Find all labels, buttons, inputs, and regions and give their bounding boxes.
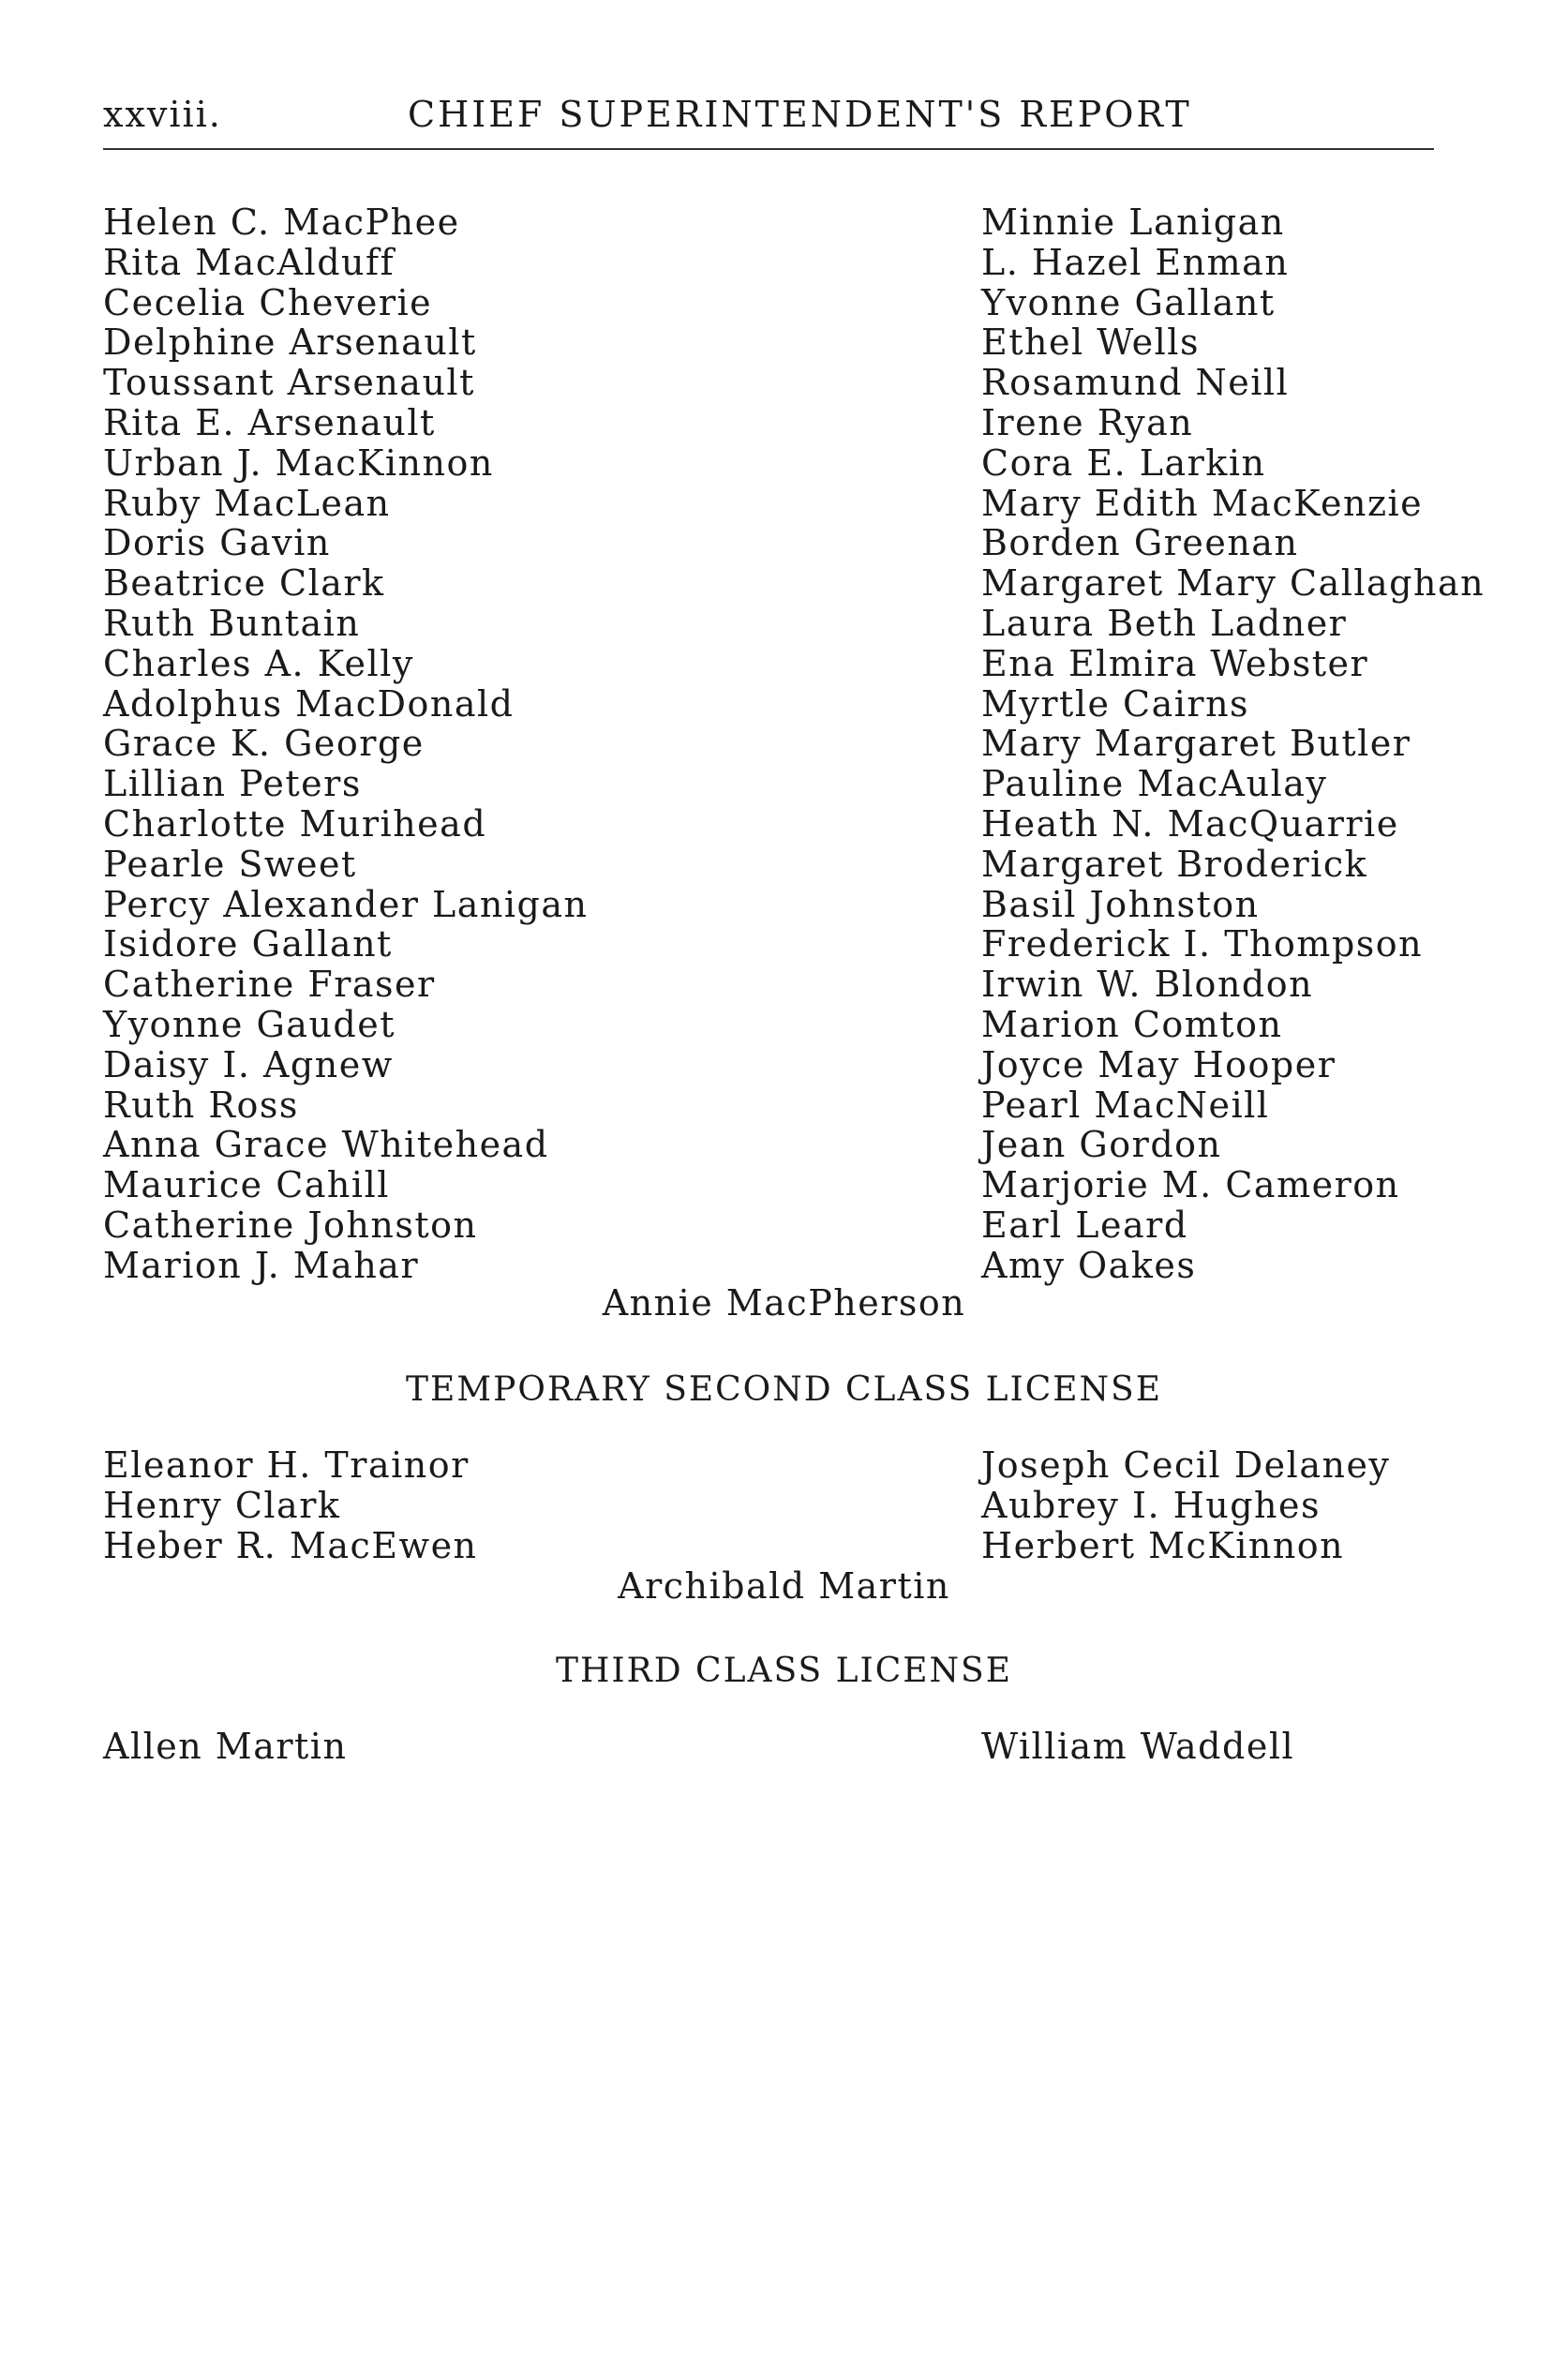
list-item: Joyce May Hooper [981, 1043, 1337, 1085]
list-item: Myrtle Cairns [981, 682, 1250, 725]
page-header [103, 94, 1434, 150]
list-item: Basil Johnston [981, 883, 1260, 925]
third-class-heading: THIRD CLASS LICENSE [555, 1652, 1012, 1690]
list-item: Marion Comton [981, 1003, 1283, 1045]
list-item: Henry Clark [103, 1484, 341, 1526]
list-item: L. Hazel Enman [981, 241, 1290, 283]
list-item: Pauline MacAulay [981, 763, 1328, 805]
first-list-right-column [981, 202, 1485, 1286]
list-item: Anna Grace Whitehead [103, 1124, 549, 1166]
list-item: Ruth Buntain [103, 602, 361, 644]
first-list-center-name: Annie MacPherson [602, 1282, 966, 1324]
list-item: Ruth Ross [103, 1084, 299, 1126]
temporary-second-class-center-name: Archibald Martin [618, 1565, 950, 1607]
list-item: Urban J. MacKinnon [103, 441, 494, 484]
list-item: Margaret Mary Callaghan [981, 562, 1486, 605]
third-class-right-column [981, 1727, 1294, 1767]
list-item: Adolphus MacDonald [103, 682, 515, 725]
list-item: Doris Gavin [103, 522, 331, 564]
running-head: CHIEF SUPERINTENDENT'S REPORT [408, 94, 1192, 135]
temporary-second-class-left-column [103, 1445, 478, 1565]
list-item: Ethel Wells [981, 322, 1200, 364]
list-item: Charlotte Murihead [103, 802, 487, 845]
list-item: Maurice Cahill [103, 1164, 390, 1206]
list-item: Irene Ryan [981, 401, 1194, 443]
list-item: Rosamund Neill [981, 362, 1290, 404]
third-class-left-column [103, 1727, 347, 1767]
list-item: Frederick I. Thompson [981, 923, 1424, 965]
list-item: Yvonne Gallant [981, 281, 1276, 323]
header-rule [103, 148, 1434, 150]
page-number: xxviii. [103, 94, 222, 135]
list-item: Cecelia Cheverie [103, 281, 433, 323]
list-item: Toussant Arsenault [103, 362, 475, 404]
list-item: Ruby MacLean [103, 482, 391, 524]
list-item: Rita MacAlduff [103, 241, 396, 283]
list-item: Pearl MacNeill [981, 1084, 1270, 1126]
list-item: Pearle Sweet [103, 843, 357, 885]
list-item: Allen Martin [103, 1726, 348, 1767]
list-item: Percy Alexander Lanigan [103, 883, 589, 925]
list-item: Aubrey I. Hughes [981, 1484, 1322, 1526]
list-item: Grace K. George [103, 723, 425, 765]
list-item: Laura Beth Ladner [981, 602, 1348, 644]
list-item: Ena Elmira Webster [981, 642, 1369, 684]
list-item: Earl Leard [981, 1204, 1188, 1246]
list-item: Mary Edith MacKenzie [981, 482, 1424, 524]
list-item: Marion J. Mahar [103, 1244, 420, 1286]
list-item: Minnie Lanigan [981, 202, 1285, 243]
list-item: Daisy I. Agnew [103, 1043, 394, 1085]
first-list-left-column [103, 202, 589, 1286]
list-item: Margaret Broderick [981, 843, 1368, 885]
temporary-second-class-right-column [981, 1445, 1390, 1565]
list-item: Marjorie M. Cameron [981, 1164, 1400, 1206]
list-item: Joseph Cecil Delaney [981, 1444, 1391, 1486]
list-item: Delphine Arsenault [103, 322, 477, 364]
list-item: Beatrice Clark [103, 562, 385, 605]
list-item: William Waddell [981, 1726, 1295, 1767]
list-item: Isidore Gallant [103, 923, 393, 965]
list-item: Catherine Fraser [103, 964, 436, 1006]
list-item: Lillian Peters [103, 763, 362, 805]
list-item: Herbert McKinnon [981, 1524, 1345, 1566]
list-item: Rita E. Arsenault [103, 401, 436, 443]
list-item: Borden Greenan [981, 522, 1299, 564]
list-item: Charles A. Kelly [103, 642, 414, 684]
list-item: Helen C. MacPhee [103, 202, 460, 243]
list-item: Irwin W. Blondon [981, 964, 1314, 1006]
list-item: Cora E. Larkin [981, 441, 1266, 484]
temporary-second-class-heading: TEMPORARY SECOND CLASS LICENSE [406, 1370, 1162, 1409]
list-item: Mary Margaret Butler [981, 723, 1411, 765]
list-item: Heber R. MacEwen [103, 1524, 478, 1566]
list-item: Catherine Johnston [103, 1204, 478, 1246]
list-item: Heath N. MacQuarrie [981, 802, 1399, 845]
list-item: Yyonne Gaudet [103, 1003, 396, 1045]
list-item: Eleanor H. Trainor [103, 1444, 470, 1486]
list-item: Jean Gordon [981, 1124, 1222, 1166]
list-item: Amy Oakes [981, 1244, 1197, 1286]
